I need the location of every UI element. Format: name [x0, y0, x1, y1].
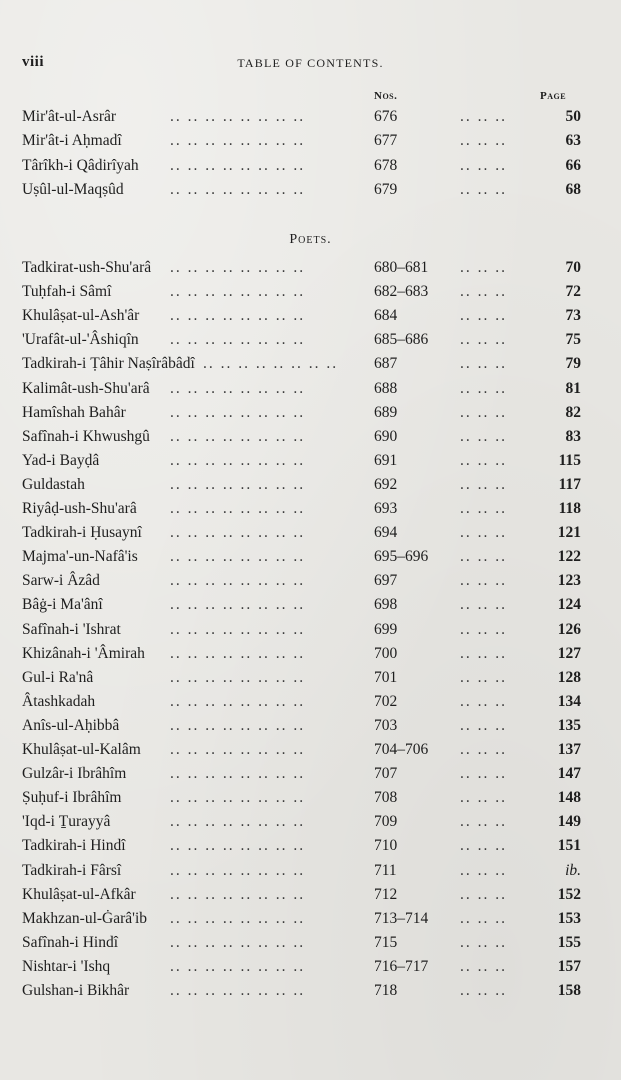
entry-title: Safînah-i 'Ishrat — [22, 620, 121, 638]
leader-dots: .. .. .. .. .. .. .. .. — [170, 283, 306, 301]
entry-title: Khulâṣat-ul-Afkâr — [22, 885, 136, 903]
entry-title: Bâġ-i Ma'ânî — [22, 596, 103, 614]
leader-dots: .. .. .. .. .. .. .. .. — [170, 716, 306, 734]
entry-page: 117 — [558, 475, 581, 493]
leader-dots: .. .. .. — [460, 379, 507, 397]
leader-dots: .. .. .. — [460, 572, 507, 590]
leader-dots: .. .. .. .. .. .. .. .. — [170, 307, 306, 325]
entry-number: 708 — [374, 789, 398, 807]
leader-dots: .. .. .. .. .. .. .. .. — [170, 475, 306, 493]
entry-number: 710 — [374, 837, 398, 855]
leader-dots: .. .. .. — [460, 741, 507, 758]
leader-dots: .. .. .. .. .. .. .. .. — [203, 355, 339, 373]
leader-dots: .. .. .. — [460, 957, 507, 975]
leader-dots: .. .. .. .. .. .. .. .. — [170, 741, 306, 758]
entry-page: 118 — [558, 500, 581, 517]
entry-title: Khulâṣat-ul-Ash'âr — [22, 307, 140, 325]
leader-dots: .. .. .. .. .. .. .. .. — [170, 909, 306, 927]
toc-entry — [0, 789, 621, 811]
entry-page: 127 — [557, 644, 581, 662]
leader-dots: .. .. .. .. .. .. .. .. — [170, 789, 306, 807]
entry-number: 704–706 — [374, 741, 429, 758]
entry-number: 682–683 — [374, 283, 429, 301]
toc-entry — [0, 404, 621, 426]
entry-number: 701 — [374, 668, 398, 686]
entry-number: 698 — [374, 596, 398, 614]
entry-number: 676 — [374, 108, 398, 125]
toc-entry — [0, 958, 621, 980]
entry-title: Âtashkadah — [22, 692, 96, 710]
leader-dots: .. .. .. — [460, 909, 507, 927]
entry-page: 50 — [565, 108, 581, 125]
column-header-page: Page — [540, 90, 567, 102]
leader-dots: .. .. .. .. .. .. .. .. — [170, 451, 306, 469]
toc-entry — [0, 108, 621, 130]
entry-page: 153 — [557, 909, 581, 927]
toc-entry — [0, 741, 621, 763]
leader-dots: .. .. .. — [460, 259, 507, 276]
toc-entry — [0, 476, 621, 498]
entry-number: 678 — [374, 156, 398, 174]
entry-number: 692 — [374, 475, 398, 493]
leader-dots: .. .. .. .. .. .. .. .. — [170, 500, 306, 517]
leader-dots: .. .. .. — [460, 403, 507, 421]
toc-entry — [0, 259, 621, 281]
toc-entry — [0, 837, 621, 859]
leader-dots: .. .. .. .. .. .. .. .. — [170, 957, 306, 975]
leader-dots: .. .. .. .. .. .. .. .. — [170, 596, 306, 614]
entry-page: 158 — [557, 982, 581, 999]
toc-entry — [0, 428, 621, 450]
entry-page: 121 — [557, 524, 581, 542]
entry-page: 68 — [565, 180, 581, 198]
column-header-nos: Nos. — [374, 90, 398, 102]
leader-dots: .. .. .. — [460, 283, 507, 301]
entry-title: Khizânah-i 'Âmirah — [22, 644, 145, 662]
entry-title: Guldastah — [22, 475, 85, 493]
toc-entry — [0, 886, 621, 908]
entry-page: 115 — [558, 451, 581, 469]
toc-entry — [0, 645, 621, 667]
leader-dots: .. .. .. — [460, 789, 507, 807]
entry-title: Mir'ât-i Aḥmadî — [22, 132, 122, 150]
entry-number: 694 — [374, 524, 398, 542]
leader-dots: .. .. .. .. .. .. .. .. — [170, 108, 306, 125]
leader-dots: .. .. .. — [460, 765, 507, 783]
leader-dots: .. .. .. — [460, 813, 507, 831]
leader-dots: .. .. .. .. .. .. .. .. — [170, 765, 306, 783]
entry-title: Tadkirah-i Hindî — [22, 837, 126, 855]
leader-dots: .. .. .. .. .. .. .. .. — [170, 403, 306, 421]
leader-dots: .. .. .. — [460, 355, 507, 373]
toc-entry — [0, 910, 621, 932]
entry-number: 700 — [374, 644, 398, 662]
entry-title: Gulzâr-i Ibrâhîm — [22, 765, 127, 783]
leader-dots: .. .. .. .. .. .. .. .. — [170, 379, 306, 397]
entry-number: 695–696 — [374, 548, 429, 566]
leader-dots: .. .. .. — [460, 692, 507, 710]
toc-entry — [0, 669, 621, 691]
entry-page: 151 — [557, 837, 581, 855]
entry-number: 685–686 — [374, 331, 429, 349]
entry-number: 715 — [374, 933, 398, 951]
entry-title: Gul-i Ra'nâ — [22, 668, 94, 686]
entry-page: 66 — [565, 156, 581, 174]
leader-dots: .. .. .. .. .. .. .. .. — [170, 982, 306, 999]
entry-number: 697 — [374, 572, 398, 590]
leader-dots: .. .. .. .. .. .. .. .. — [170, 156, 306, 174]
leader-dots: .. .. .. .. .. .. .. .. — [170, 837, 306, 855]
entry-page: 147 — [557, 765, 581, 783]
toc-entry — [0, 181, 621, 203]
entry-page: 81 — [565, 379, 581, 397]
leader-dots: .. .. .. — [460, 861, 507, 879]
section-heading-poets: Poets. — [289, 232, 332, 247]
entry-number: 693 — [374, 500, 398, 517]
entry-title: Tadkirah-i Ṭâhir Naṣîrâbâdî — [22, 355, 195, 373]
entry-title: Riyâḍ-ush-Shu'arâ — [22, 500, 137, 517]
entry-page: 75 — [565, 331, 581, 349]
leader-dots: .. .. .. — [460, 644, 507, 662]
entry-title: Tadkirat-ush-Shu'arâ — [22, 259, 152, 276]
entry-number: 712 — [374, 885, 398, 903]
toc-entry — [0, 982, 621, 1004]
leader-dots: .. .. .. — [460, 331, 507, 349]
leader-dots: .. .. .. — [460, 933, 507, 951]
entry-title: Mir'ât-ul-Asrâr — [22, 108, 117, 125]
entry-number: 716–717 — [374, 957, 429, 975]
toc-entry — [0, 934, 621, 956]
entry-number: 718 — [374, 982, 398, 999]
entry-number: 711 — [374, 861, 397, 879]
entry-number: 713–714 — [374, 909, 429, 927]
entry-title: Sarw-i Âzâd — [22, 572, 100, 590]
entry-page: 83 — [565, 427, 581, 445]
entry-title: Kalimât-ush-Shu'arâ — [22, 379, 150, 397]
toc-entry — [0, 524, 621, 546]
entry-title: Gulshan-i Bikhâr — [22, 982, 130, 999]
leader-dots: .. .. .. .. .. .. .. .. — [170, 620, 306, 638]
entry-page: 72 — [565, 283, 581, 301]
entry-number: 680–681 — [374, 259, 429, 276]
entry-page: 137 — [557, 741, 581, 758]
entry-number: 702 — [374, 692, 398, 710]
entry-page: 155 — [557, 933, 581, 951]
entry-title: Tadkirah-i Ḥusaynî — [22, 524, 142, 542]
leader-dots: .. .. .. .. .. .. .. .. — [170, 668, 306, 686]
leader-dots: .. .. .. — [460, 837, 507, 855]
entry-title: 'Urafât-ul-'Âshiqîn — [22, 331, 139, 349]
entry-page: 128 — [557, 668, 581, 686]
leader-dots: .. .. .. .. .. .. .. .. — [170, 427, 306, 445]
entry-title: Târîkh-i Qâdirîyah — [22, 156, 139, 174]
entry-page: 135 — [557, 716, 581, 734]
running-title: TABLE OF CONTENTS. — [237, 56, 384, 70]
leader-dots: .. .. .. .. .. .. .. .. — [170, 132, 306, 150]
entry-page: 149 — [557, 813, 581, 831]
entry-page: 124 — [557, 596, 581, 614]
toc-entry — [0, 813, 621, 835]
entry-number: 699 — [374, 620, 398, 638]
leader-dots: .. .. .. — [460, 524, 507, 542]
leader-dots: .. .. .. .. .. .. .. .. — [170, 259, 306, 276]
leader-dots: .. .. .. — [460, 307, 507, 325]
leader-dots: .. .. .. — [460, 620, 507, 638]
toc-entry — [0, 380, 621, 402]
entry-page: ib. — [565, 861, 581, 879]
leader-dots: .. .. .. .. .. .. .. .. — [170, 885, 306, 903]
entry-number: 687 — [374, 355, 398, 373]
entry-page: 148 — [557, 789, 581, 807]
leader-dots: .. .. .. .. .. .. .. .. — [170, 692, 306, 710]
entry-number: 703 — [374, 716, 398, 734]
entry-number: 707 — [374, 765, 398, 783]
entry-page: 70 — [565, 259, 581, 276]
entry-page: 63 — [565, 132, 581, 150]
leader-dots: .. .. .. — [460, 668, 507, 686]
leader-dots: .. .. .. — [460, 885, 507, 903]
entry-number: 690 — [374, 427, 398, 445]
entry-number: 677 — [374, 132, 398, 150]
entry-title: Tadkirah-i Fârsî — [22, 861, 122, 879]
entry-number: 684 — [374, 307, 398, 325]
leader-dots: .. .. .. .. .. .. .. .. — [170, 813, 306, 831]
toc-entry — [0, 572, 621, 594]
leader-dots: .. .. .. — [460, 451, 507, 469]
entry-title: Safînah-i Khwushgû — [22, 427, 150, 445]
toc-entry — [0, 862, 621, 884]
toc-entry — [0, 452, 621, 474]
leader-dots: .. .. .. — [460, 180, 507, 198]
toc-entry — [0, 693, 621, 715]
entry-number: 709 — [374, 813, 398, 831]
leader-dots: .. .. .. .. .. .. .. .. — [170, 861, 306, 879]
leader-dots: .. .. .. — [460, 132, 507, 150]
entry-page: 73 — [565, 307, 581, 325]
entry-page: 134 — [557, 692, 581, 710]
entry-title: Safînah-i Hindî — [22, 933, 118, 951]
leader-dots: .. .. .. — [460, 108, 507, 125]
leader-dots: .. .. .. — [460, 427, 507, 445]
toc-entry — [0, 596, 621, 618]
entry-page: 126 — [557, 620, 581, 638]
toc-entry — [0, 283, 621, 305]
toc-entry — [0, 132, 621, 154]
leader-dots: .. .. .. .. .. .. .. .. — [170, 180, 306, 198]
leader-dots: .. .. .. — [460, 982, 507, 999]
toc-entry — [0, 621, 621, 643]
entry-number: 679 — [374, 180, 398, 198]
entry-title: Khulâṣat-ul-Kalâm — [22, 741, 141, 758]
entry-title: Uṣûl-ul-Maqṣûd — [22, 180, 124, 198]
leader-dots: .. .. .. .. .. .. .. .. — [170, 331, 306, 349]
toc-entry — [0, 717, 621, 739]
leader-dots: .. .. .. .. .. .. .. .. — [170, 572, 306, 590]
entry-title: Nishtar-i 'Ishq — [22, 957, 111, 975]
leader-dots: .. .. .. — [460, 548, 507, 566]
toc-entry — [0, 765, 621, 787]
entry-number: 688 — [374, 379, 398, 397]
entry-page: 123 — [557, 572, 581, 590]
entry-page: 79 — [565, 355, 581, 373]
entry-number: 689 — [374, 403, 398, 421]
entry-title: Majma'-un-Nafâ'is — [22, 548, 138, 566]
leader-dots: .. .. .. .. .. .. .. .. — [170, 644, 306, 662]
entry-title: Anîs-ul-Aḥibbâ — [22, 716, 120, 734]
leader-dots: .. .. .. — [460, 596, 507, 614]
toc-entry — [0, 331, 621, 353]
entry-page: 157 — [557, 957, 581, 975]
toc-entry — [0, 157, 621, 179]
page-number: viii — [22, 54, 45, 70]
entry-number: 691 — [374, 451, 398, 469]
leader-dots: .. .. .. .. .. .. .. .. — [170, 933, 306, 951]
entry-title: Tuḥfah-i Sâmî — [22, 283, 112, 301]
entry-title: Yad-i Bayḍâ — [22, 451, 100, 469]
toc-entry — [0, 307, 621, 329]
leader-dots: .. .. .. — [460, 475, 507, 493]
entry-title: 'Iqd-i Ṯurayyâ — [22, 813, 111, 831]
entry-title: Makhzan-ul-Ġarâ'ib — [22, 909, 148, 927]
entry-title: Hamîshah Bahâr — [22, 403, 126, 421]
leader-dots: .. .. .. — [460, 156, 507, 174]
toc-entry — [0, 500, 621, 522]
leader-dots: .. .. .. .. .. .. .. .. — [170, 524, 306, 542]
leader-dots: .. .. .. — [460, 500, 507, 517]
entry-page: 152 — [557, 885, 581, 903]
toc-entry — [0, 548, 621, 570]
entry-page: 122 — [557, 548, 581, 566]
entry-title: Ṣuḥuf-i Ibrâhîm — [22, 789, 122, 807]
toc-entry — [0, 355, 621, 377]
leader-dots: .. .. .. .. .. .. .. .. — [170, 548, 306, 566]
leader-dots: .. .. .. — [460, 716, 507, 734]
entry-page: 82 — [565, 403, 581, 421]
